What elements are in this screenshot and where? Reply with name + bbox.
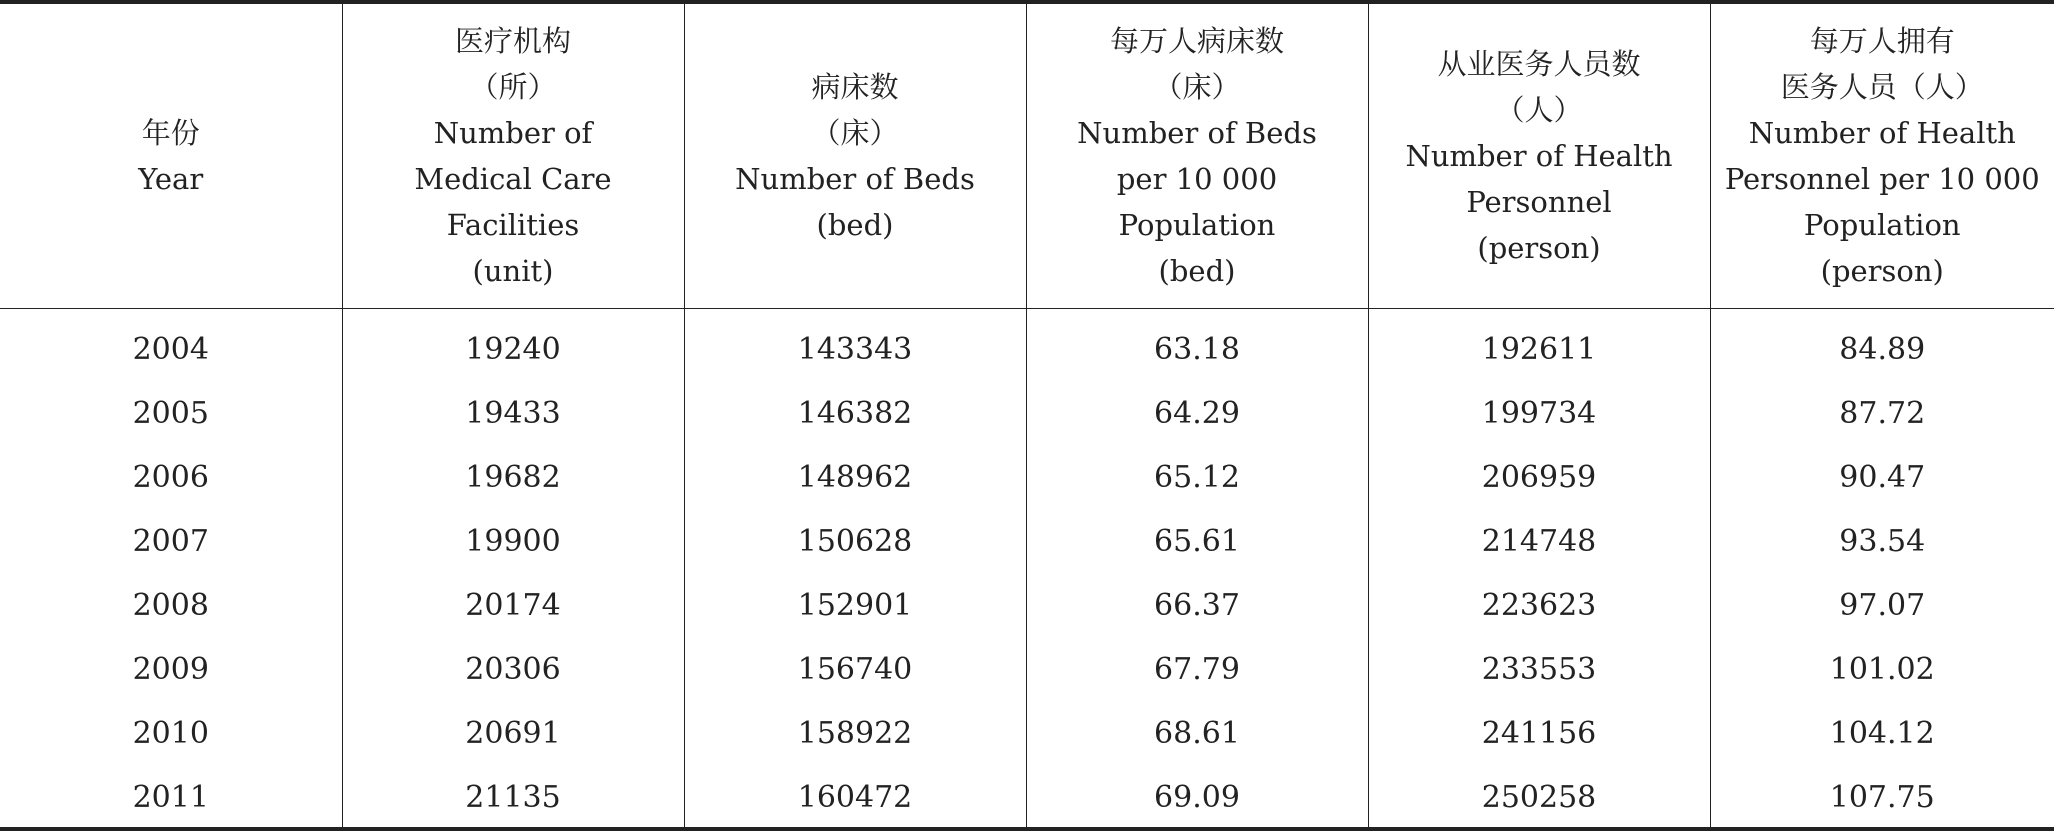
cell-health-personnel: 192611 (1368, 309, 1710, 382)
cell-year: 2007 (132, 523, 209, 559)
cell-beds-per-10000: 65.12 (1026, 445, 1368, 509)
cell-year: 2004 (132, 331, 209, 367)
table-row (0, 701, 2054, 765)
cell-health-personnel: 223623 (1368, 573, 1710, 637)
cell-year: 2005 (132, 395, 209, 431)
header-bpp-unit-en: (bed) (1158, 254, 1236, 288)
health-statistics-table (0, 4, 2054, 829)
cell-year: 2011 (132, 779, 209, 815)
header-hpp-zh-2: 医务人员（人） (1780, 70, 1984, 104)
cell-year: 2008 (132, 587, 209, 623)
cell-personnel-per-10000: 107.75 (1710, 765, 2054, 829)
cell-beds-per-10000: 69.09 (1026, 765, 1368, 829)
header-hp-unit-en: (person) (1477, 231, 1601, 265)
header-bpp-en-2: per 10 000 (1116, 162, 1278, 196)
header-year-zh: 年份 (141, 116, 200, 150)
cell-beds-per-10000: 65.61 (1026, 509, 1368, 573)
header-bpp-unit-zh: （床） (1153, 70, 1241, 104)
header-bpp-en-3: Population (1118, 208, 1276, 242)
cell-year: 2006 (132, 459, 209, 495)
header-facilities-zh: 医疗机构 (454, 24, 571, 58)
cell-health-personnel: 199734 (1368, 381, 1710, 445)
cell-health-personnel: 214748 (1368, 509, 1710, 573)
table-row (0, 445, 2054, 509)
cell-health-personnel: 250258 (1368, 765, 1710, 829)
header-hp-en-1: Number of Health (1405, 139, 1673, 173)
cell-facilities: 20306 (342, 637, 684, 701)
cell-facilities: 20174 (342, 573, 684, 637)
cell-facilities: 19433 (342, 381, 684, 445)
header-facilities-en-2: Medical Care (414, 162, 612, 196)
header-beds-unit-en: (bed) (816, 208, 894, 242)
cell-beds: 156740 (684, 637, 1026, 701)
header-year-en: Year (138, 162, 204, 196)
header-facilities-en-3: Facilities (446, 208, 580, 242)
cell-health-personnel: 241156 (1368, 701, 1710, 765)
header-health-personnel (1368, 4, 1710, 309)
cell-beds: 148962 (684, 445, 1026, 509)
table-row (0, 573, 2054, 637)
header-hpp-unit-en: (person) (1820, 254, 1944, 288)
header-hpp-en-3: Population (1803, 208, 1961, 242)
cell-beds: 152901 (684, 573, 1026, 637)
cell-personnel-per-10000: 84.89 (1710, 309, 2054, 382)
table-row (0, 509, 2054, 573)
header-hp-zh: 从业医务人员数 (1437, 47, 1641, 81)
header-personnel-per-10000 (1710, 4, 2054, 309)
cell-beds-per-10000: 67.79 (1026, 637, 1368, 701)
cell-health-personnel: 206959 (1368, 445, 1710, 509)
header-beds-en: Number of Beds (735, 162, 975, 196)
header-hp-unit-zh: （人） (1495, 93, 1583, 127)
table-header (0, 4, 2054, 309)
header-year (0, 4, 342, 309)
header-facilities-unit-en: (unit) (472, 254, 554, 288)
cell-beds: 143343 (684, 309, 1026, 382)
cell-beds: 160472 (684, 765, 1026, 829)
cell-beds-per-10000: 68.61 (1026, 701, 1368, 765)
header-hpp-zh-1: 每万人拥有 (1809, 24, 1955, 58)
header-row (0, 4, 2054, 309)
cell-beds-per-10000: 66.37 (1026, 573, 1368, 637)
cell-facilities: 20691 (342, 701, 684, 765)
header-bpp-en-1: Number of Beds (1077, 116, 1317, 150)
cell-personnel-per-10000: 87.72 (1710, 381, 2054, 445)
cell-year: 2010 (132, 715, 209, 751)
cell-health-personnel: 233553 (1368, 637, 1710, 701)
cell-year: 2009 (132, 651, 209, 687)
cell-facilities: 19900 (342, 509, 684, 573)
cell-beds: 158922 (684, 701, 1026, 765)
cell-personnel-per-10000: 97.07 (1710, 573, 2054, 637)
header-hpp-en-1: Number of Health (1748, 116, 2016, 150)
header-facilities (342, 4, 684, 309)
cell-beds-per-10000: 63.18 (1026, 309, 1368, 382)
table-body (0, 309, 2054, 830)
cell-facilities: 21135 (342, 765, 684, 829)
cell-beds-per-10000: 64.29 (1026, 381, 1368, 445)
header-beds-per-10000 (1026, 4, 1368, 309)
cell-personnel-per-10000: 104.12 (1710, 701, 2054, 765)
table-row (0, 637, 2054, 701)
header-hp-en-2: Personnel (1466, 185, 1612, 219)
cell-personnel-per-10000: 101.02 (1710, 637, 2054, 701)
header-hpp-en-2: Personnel per 10 000 (1724, 162, 2040, 196)
cell-personnel-per-10000: 93.54 (1710, 509, 2054, 573)
header-beds-unit-zh: （床） (811, 116, 899, 150)
header-bpp-zh: 每万人病床数 (1109, 24, 1284, 58)
header-beds-zh: 病床数 (811, 70, 899, 104)
header-facilities-unit-zh: （所） (469, 70, 557, 104)
header-beds (684, 4, 1026, 309)
cell-beds: 150628 (684, 509, 1026, 573)
table-row (0, 381, 2054, 445)
cell-personnel-per-10000: 90.47 (1710, 445, 2054, 509)
table-row (0, 309, 2054, 382)
cell-facilities: 19240 (342, 309, 684, 382)
header-facilities-en-1: Number of (433, 116, 593, 150)
cell-facilities: 19682 (342, 445, 684, 509)
cell-beds: 146382 (684, 381, 1026, 445)
table-row (0, 765, 2054, 829)
